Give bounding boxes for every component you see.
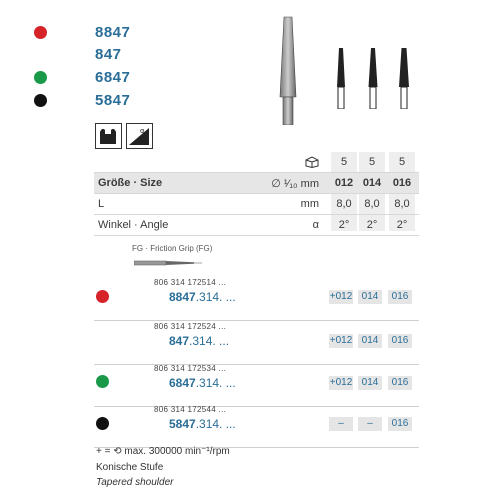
angle-value: 2° [338,219,350,231]
size-option: – [358,417,382,431]
size-option: 014 [358,334,382,348]
model-number: 8847 [95,23,131,41]
red-dot-icon [96,290,109,303]
model-row [95,23,130,41]
article-row [94,364,419,407]
row-label: Winkel · Angle [98,219,169,231]
speed-note: + = ⟲ max. 300000 min⁻¹/rpm [96,446,230,457]
size-option: 016 [388,290,412,304]
angle-shoulder-icon [126,123,153,149]
angle-value: 2° [366,219,378,231]
row-unit: mm [300,198,319,210]
size-option: 014 [358,290,382,304]
pack-value: 5 [398,156,406,168]
size-option: 016 [388,376,412,390]
black-dot-icon [34,94,47,107]
row-unit: ∅ ¹⁄₁₀ mm [271,178,319,190]
article-number: 847.314. ... [169,334,230,348]
red-dot-icon [34,26,47,39]
row-label: Größe · Size [98,177,163,189]
svg-text:α: α [140,127,145,135]
row-unit: α [312,219,319,231]
bur-profile-014 [366,47,380,109]
size-option: 014 [358,376,382,390]
size-value: 012 [334,177,354,189]
length-row [94,194,419,215]
reference-number: 806 314 172524 ... [154,322,227,331]
size-row [94,173,419,194]
size-option: +012 [329,291,353,302]
pack-row [94,152,419,173]
article-row [94,322,419,365]
bur-profile-016 [397,47,411,109]
size-option: 016 [388,417,412,431]
size-option: 016 [388,334,412,348]
row-label: L [98,198,105,210]
size-option: – [329,417,353,431]
model-row [95,45,122,63]
pack-value: 5 [340,156,348,168]
article-row [94,278,419,321]
angle-row [94,215,419,236]
fg-label: FG · Friction Grip (FG) [132,244,213,253]
model-number: 5847 [95,91,131,109]
spec-table [94,152,419,236]
article-number: 8847.314. ... [169,290,236,304]
size-option: +012 [329,335,353,346]
model-number: 847 [95,45,122,63]
size-value: 016 [392,177,412,189]
article-row [94,405,419,448]
description-en: Tapered shoulder [96,477,174,488]
size-value: 014 [362,177,382,189]
length-value: 8,0 [336,198,352,210]
reference-number: 806 314 172534 ... [154,364,227,373]
size-option: +012 [329,377,353,388]
model-row [95,91,130,109]
bur-illustration-large [273,15,303,125]
friction-grip-bur-icon [134,258,204,268]
length-value: 8,0 [394,198,410,210]
model-row [95,68,130,86]
description-de: Konische Stufe [96,462,164,473]
green-dot-icon [34,71,47,84]
green-dot-icon [96,375,109,388]
black-dot-icon [96,417,109,430]
model-number: 6847 [95,68,131,86]
article-number: 5847.314. ... [169,417,236,431]
package-icon [305,156,319,171]
length-value: 8,0 [364,198,380,210]
bur-profile-012 [334,47,348,109]
pack-value: 5 [368,156,376,168]
reference-number: 806 314 172514 ... [154,278,227,287]
tooth-preparation-icon [95,123,122,149]
reference-number: 806 314 172544 ... [154,405,227,414]
angle-value: 2° [396,219,408,231]
article-number: 6847.314. ... [169,376,236,390]
